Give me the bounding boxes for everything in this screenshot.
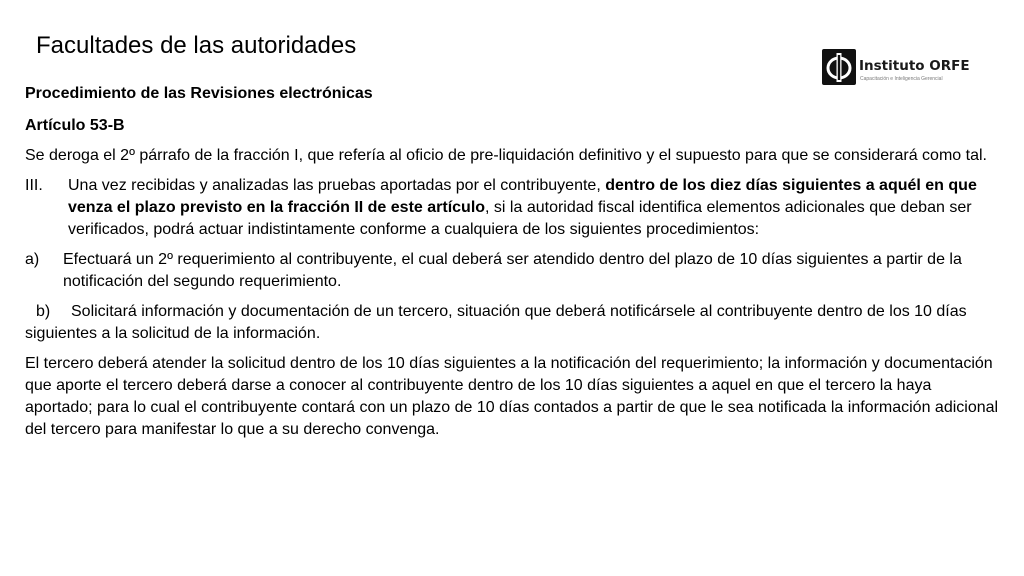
logo-name: Instituto ORFE bbox=[859, 58, 970, 74]
item-b bbox=[25, 301, 1000, 345]
item-b-text: Solicitará información y documentación de un tercero, situación que deberá notificársele al contribuyente dentro de los 10 días siguientes a la solicitud de la información. bbox=[25, 303, 967, 342]
item-iii-text-before: Una vez recibidas y analizadas las pruebas aportadas por el contribuyente, bbox=[68, 177, 606, 194]
item-a bbox=[25, 249, 1000, 293]
article-heading: Artículo 53-B bbox=[25, 117, 125, 134]
item-a-text: Efectuará un 2º requerimiento al contribuyente, el cual deberá ser atendido dentro del plazo de 10 días siguientes a partir de la notificación del segundo requerimiento. bbox=[63, 251, 962, 290]
intro-paragraph: Se deroga el 2º párrafo de la fracción I, que refería al oficio de pre-liquidación definitivo y el supuesto para que se considerará como tal. bbox=[25, 147, 987, 164]
item-iii bbox=[25, 175, 1000, 241]
closing-paragraph: El tercero deberá atender la solicitud dentro de los 10 días siguientes a la notificación del requerimiento; la información y documentación que aporte el tercero deberá darse a conocer al contribuyente dentro de los 10 días siguientes a aquel en que el tercero la haya aportado; para lo cual el contribuyente contará con un plazo de 10 días contados a partir de que le sea notificada la información adicional del tercero para manifestar lo que a su derecho convenga. bbox=[25, 355, 999, 438]
item-b-label: b) bbox=[36, 303, 51, 320]
logo-tagline: Capacitación e Inteligencia Gerencial bbox=[860, 76, 943, 82]
section-heading: Procedimiento de las Revisiones electrónicas bbox=[25, 85, 373, 102]
slide-title: Facultades de las autoridades bbox=[36, 32, 357, 59]
institute-logo bbox=[822, 49, 992, 87]
phi-emblem-icon bbox=[822, 49, 856, 85]
item-a-label: a) bbox=[25, 251, 40, 268]
item-iii-text-after: , si la autoridad fiscal identifica elementos adicionales que deban ser verificados, podrá actuar indistintamente conforme a cualquiera de los siguientes procedimientos: bbox=[68, 199, 972, 238]
item-iii-number: III. bbox=[25, 177, 43, 194]
slide-body bbox=[25, 83, 1000, 441]
item-iii-text-bold: dentro de los diez días siguientes a aquél en que venza el plazo previsto en la fracción II de este artículo bbox=[68, 177, 977, 216]
